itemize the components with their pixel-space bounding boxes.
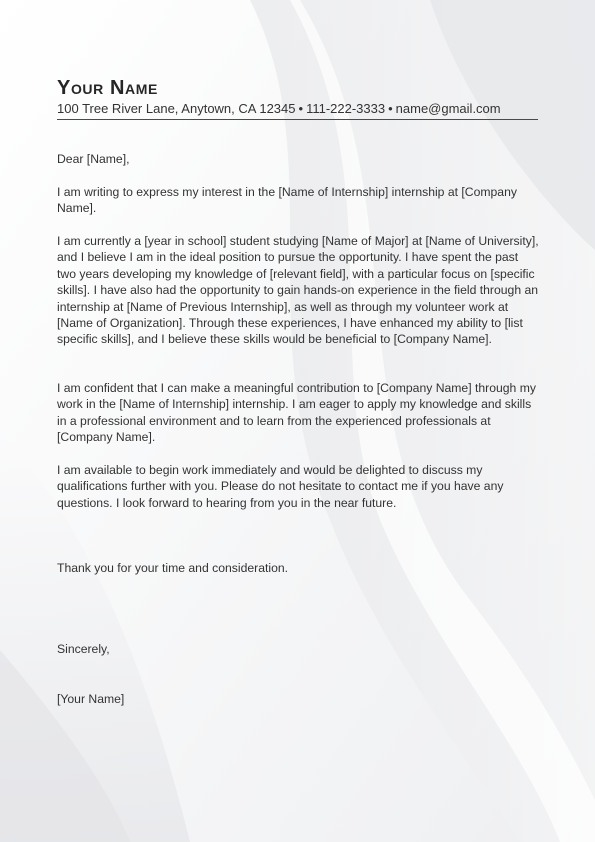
address-text: 100 Tree River Lane, Anytown, CA 12345 bbox=[57, 101, 296, 116]
applicant-name: Your Name bbox=[57, 77, 158, 99]
separator-dot: • bbox=[388, 101, 393, 116]
body-paragraph-3: I am confident that I can make a meaningful contribution to [Company Name] through my work in the [Name of Internship] internship. I am eager to apply my knowledge and skills in a professional environment and to learn from the experienced professionals at [Company Name]. bbox=[57, 381, 536, 445]
body-paragraph-2: I am currently a [year in school] student studying [Name of Major] at [Name of University], and I believe I am in the ideal position to pursue the opportunity. I have spent the past two years developing my knowledge of [relevant field], with a particular focus on [specific skills]. I have also had the opportunity to gain hands-on experience in the field through an internship at [Name of Previous Internship], as well as through my volunteer work at [Name of Organization]. Through these experiences, I have enhanced my ability to [list specific skills], and I believe these skills would be beneficial to [Company Name]. bbox=[57, 234, 539, 347]
closing: Sincerely, bbox=[57, 642, 110, 656]
body-paragraph-1: I am writing to express my interest in the [Name of Internship] internship at [Company Name]. bbox=[57, 185, 517, 216]
greeting: Dear [Name], bbox=[57, 152, 130, 166]
body-paragraph-4: I am available to begin work immediately and would be delighted to discuss my qualifications further with you. Please do not hesitate to contact me if you have any questions. I look forward to hearing from you in the near future. bbox=[57, 463, 504, 510]
contact-line bbox=[57, 100, 538, 120]
phone-text: 111-222-3333 bbox=[306, 101, 386, 116]
signature-name: [Your Name] bbox=[57, 692, 125, 706]
email-text: name@gmail.com bbox=[395, 101, 501, 116]
thanks-line: Thank you for your time and consideration. bbox=[57, 561, 289, 575]
separator-dot: • bbox=[298, 101, 304, 116]
